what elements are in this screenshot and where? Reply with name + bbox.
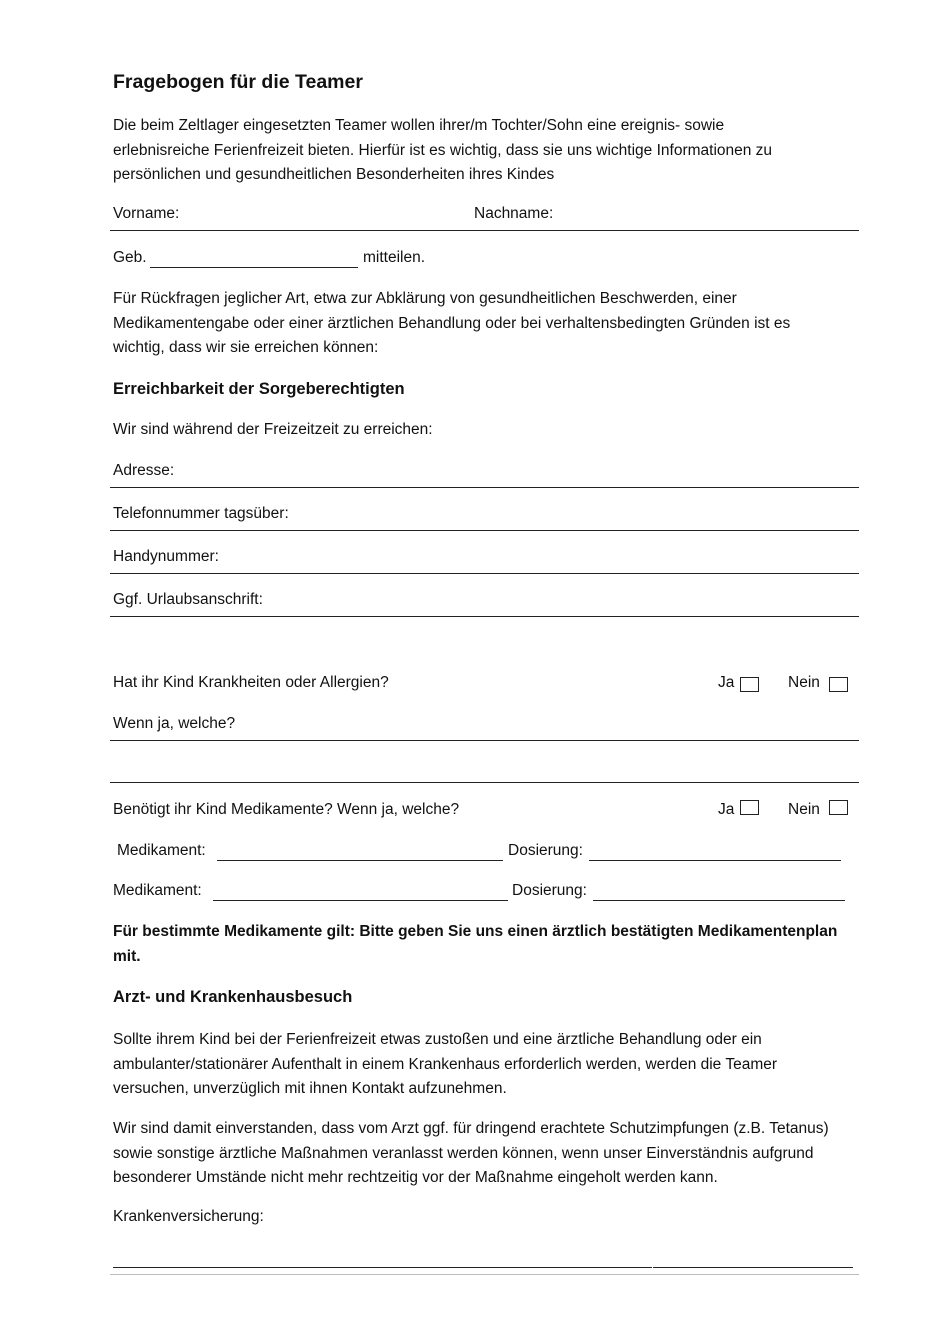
insurance-underline — [113, 1267, 652, 1268]
intro-line: Die beim Zeltlager eingesetzten Teamer wollen ihrer/m Tochter/Sohn eine ereignis- sowie — [113, 117, 725, 134]
medication-yes-label: Ja — [718, 801, 735, 818]
medication-no-label: Nein — [788, 801, 820, 818]
last-name-label: Nachname: — [474, 205, 554, 222]
medication-question: Benötigt ihr Kind Medikamente? Wenn ja, welche? — [113, 801, 460, 818]
vacation-address-label: Ggf. Urlaubsanschrift: — [113, 591, 263, 608]
doctor-paragraph-line: Sollte ihrem Kind bei der Ferienfreizeit etwas zustoßen und eine ärztliche Behandlung oder ein — [113, 1031, 762, 1048]
page-title: Fragebogen für die Teamer — [113, 71, 363, 93]
doctor-heading: Arzt- und Krankenhausbesuch — [113, 988, 353, 1006]
intro-paragraph — [113, 114, 873, 188]
reachability-heading: Erreichbarkeit der Sorgeberechtigten — [113, 380, 405, 398]
illness-yes-checkbox[interactable] — [740, 677, 759, 692]
medication-plan-note-line: Für bestimmte Medikamente gilt: Bitte geben Sie uns einen ärztlich bestätigten Medikamentenplan — [113, 923, 838, 940]
doctor-paragraph-1 — [113, 1028, 873, 1102]
medication-underline — [213, 900, 508, 901]
doctor-paragraph-2 — [113, 1117, 873, 1191]
first-name-label: Vorname: — [113, 205, 180, 222]
contact-intro-line: wichtig, dass wir sie erreichen können: — [113, 339, 379, 357]
medication-underline — [217, 860, 503, 861]
dosage-underline — [593, 900, 845, 901]
illness-which-label: Wenn ja, welche? — [113, 715, 236, 732]
doctor-paragraph-line: Wir sind damit einverstanden, dass vom Arzt ggf. für dringend erachtete Schutzimpfungen (z.B. Tetanus) — [113, 1120, 829, 1137]
dosage-underline — [589, 860, 841, 861]
illness-no-checkbox[interactable] — [829, 677, 848, 692]
illness-extra-rule — [110, 782, 859, 783]
medication-yes-checkbox[interactable] — [740, 800, 759, 815]
intro-line: persönlichen und gesundheitlichen Besonderheiten ihres Kindes — [113, 166, 555, 184]
reachability-intro: Wir sind während der Freizeitzeit zu erreichen: — [113, 421, 433, 438]
doctor-paragraph-line: versuchen, unverzüglich mit ihnen Kontakt aufzunehmen. — [113, 1080, 507, 1098]
illness-which-rule — [110, 740, 859, 741]
birth-suffix: mitteilen. — [363, 249, 426, 266]
contact-intro-paragraph — [113, 287, 873, 361]
doctor-paragraph-line: ambulanter/stationärer Aufenthalt in einem Krankenhaus erforderlich werden, werden die Teamer — [113, 1055, 778, 1073]
contact-intro-line: Medikamentengabe oder einer ärztlichen Behandlung oder bei verhaltensbedingten Gründen ist es — [113, 314, 791, 332]
illness-question: Hat ihr Kind Krankheiten oder Allergien? — [113, 674, 389, 691]
phone-daytime-rule — [110, 530, 859, 531]
mobile-rule — [110, 573, 859, 574]
name-row-rule — [110, 230, 859, 231]
contact-intro-line: Für Rückfragen jeglicher Art, etwa zur Abklärung von gesundheitlichen Beschwerden, einer — [113, 290, 737, 307]
mobile-label: Handynummer: — [113, 548, 219, 565]
medication-plan-note-line: mit. — [113, 947, 141, 965]
medication-plan-note — [113, 920, 873, 969]
vacation-address-rule — [110, 616, 859, 617]
dosage-label: Dosierung: — [508, 842, 583, 859]
medication-no-checkbox[interactable] — [829, 800, 848, 815]
birth-underline — [150, 267, 358, 268]
insurance-label: Krankenversicherung: — [113, 1208, 264, 1225]
illness-no-label: Nein — [788, 674, 820, 691]
birth-label: Geb. — [113, 249, 147, 266]
bottom-rule — [110, 1274, 859, 1275]
illness-yes-label: Ja — [718, 674, 735, 691]
address-rule — [110, 487, 859, 488]
dosage-label: Dosierung: — [512, 882, 587, 899]
insurance-underline — [653, 1267, 853, 1268]
medication-label: Medikament: — [117, 842, 206, 859]
phone-daytime-label: Telefonnummer tagsüber: — [113, 505, 289, 522]
intro-line: erlebnisreiche Ferienfreizeit bieten. Hierfür ist es wichtig, dass sie uns wichtige Informationen zu — [113, 141, 773, 159]
address-label: Adresse: — [113, 462, 175, 479]
medication-label: Medikament: — [113, 882, 202, 899]
doctor-paragraph-line: sowie sonstige ärztliche Maßnahmen veranlasst werden können, wenn unser Einverständnis aufgrund — [113, 1144, 814, 1162]
doctor-paragraph-line: besonderer Umstände nicht mehr rechtzeitig vor der Maßnahme eingeholt werden kann. — [113, 1169, 718, 1187]
